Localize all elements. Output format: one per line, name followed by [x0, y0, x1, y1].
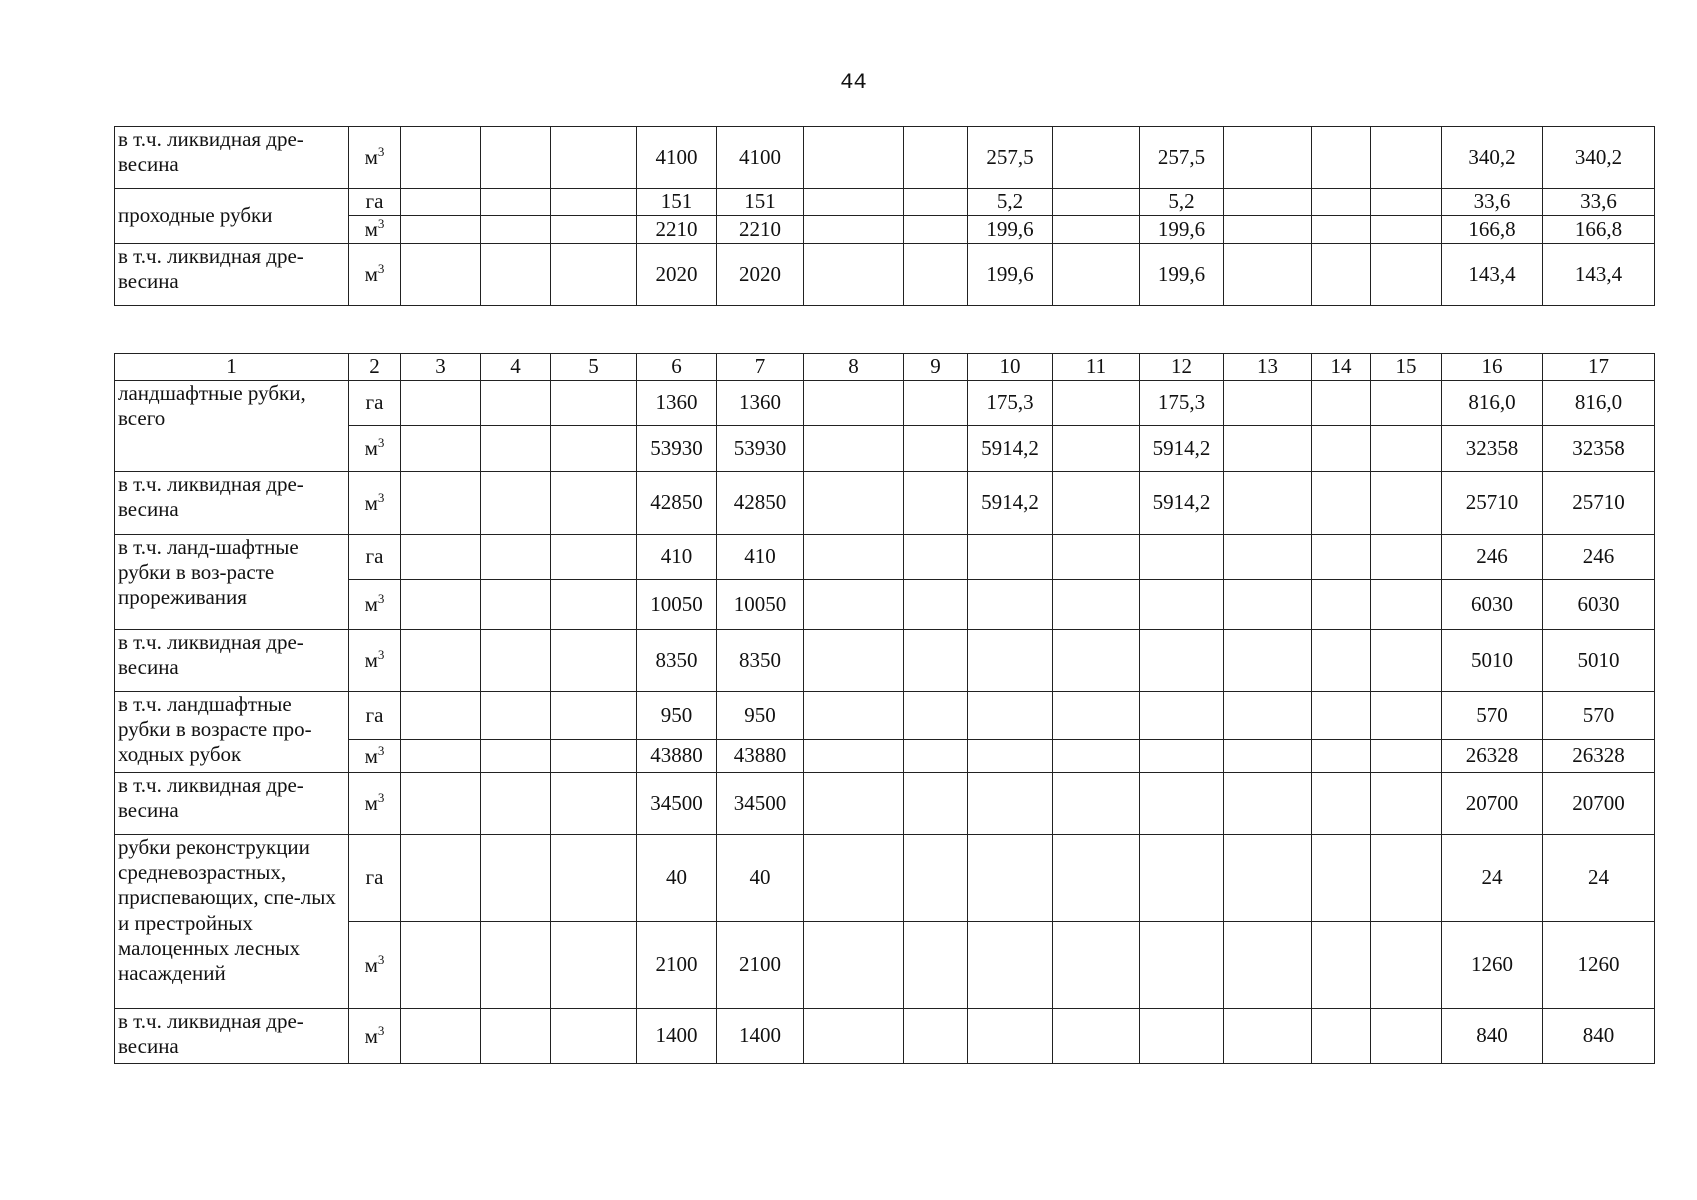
cell [401, 692, 481, 740]
cell [481, 740, 551, 773]
cell: 2100 [637, 922, 717, 1009]
table-row [115, 244, 1655, 306]
cell: 8350 [637, 630, 717, 692]
cell: 20700 [1442, 773, 1543, 835]
cell [1371, 127, 1442, 189]
cell [1053, 740, 1140, 773]
cell: 175,3 [1140, 381, 1224, 426]
cell [1053, 1009, 1140, 1064]
cell [1312, 216, 1371, 244]
cell [1312, 1009, 1371, 1064]
table-row [115, 127, 1655, 189]
cell [481, 692, 551, 740]
row-name: ландшафтные рубки, всего [115, 381, 349, 472]
cell: 10050 [717, 580, 804, 630]
cell [1140, 835, 1224, 922]
cell [551, 1009, 637, 1064]
table-row [115, 189, 1655, 216]
cell [1140, 740, 1224, 773]
cell [904, 244, 968, 306]
cell: 34500 [637, 773, 717, 835]
cell: 840 [1543, 1009, 1655, 1064]
cell: 199,6 [968, 244, 1053, 306]
column-number: 9 [904, 354, 968, 381]
cell [1224, 580, 1312, 630]
row-unit: га [349, 535, 401, 580]
cell [804, 630, 904, 692]
cell [904, 381, 968, 426]
cell: 26328 [1442, 740, 1543, 773]
cell [481, 630, 551, 692]
cell [1371, 216, 1442, 244]
cell: 5914,2 [1140, 426, 1224, 472]
cell: 4100 [637, 127, 717, 189]
cell [481, 535, 551, 580]
row-unit: $м^3$ [349, 580, 401, 630]
cell: 199,6 [968, 216, 1053, 244]
row-name: в т.ч. ландшафтные рубки в возрасте про-ходных рубок [115, 692, 349, 773]
row-name: в т.ч. ликвидная дре-весина [115, 1009, 349, 1064]
cell [1224, 535, 1312, 580]
cell [1312, 922, 1371, 1009]
cell: 6030 [1442, 580, 1543, 630]
cell: 199,6 [1140, 216, 1224, 244]
cell: 20700 [1543, 773, 1655, 835]
cell [1224, 922, 1312, 1009]
column-number: 3 [401, 354, 481, 381]
cell [968, 773, 1053, 835]
cell [551, 426, 637, 472]
column-number: 13 [1224, 354, 1312, 381]
cell [481, 773, 551, 835]
cell [1371, 426, 1442, 472]
row-unit: $м^3$ [349, 127, 401, 189]
cell [1371, 692, 1442, 740]
cell [481, 381, 551, 426]
column-number: 1 [115, 354, 349, 381]
cell [804, 216, 904, 244]
cell: 340,2 [1442, 127, 1543, 189]
cell [804, 127, 904, 189]
cell [401, 189, 481, 216]
row-unit: га [349, 381, 401, 426]
cell [804, 244, 904, 306]
cell: 26328 [1543, 740, 1655, 773]
cell [904, 1009, 968, 1064]
cell: 199,6 [1140, 244, 1224, 306]
row-name: рубки реконструкции средневозрастных, приспевающих, спе-лых и престройных малоценных лесных насаждений [115, 835, 349, 1009]
cell [1053, 426, 1140, 472]
cell [551, 216, 637, 244]
row-name: в т.ч. ликвидная дре-весина [115, 244, 349, 306]
cell: 2020 [717, 244, 804, 306]
cell [401, 740, 481, 773]
cell [1140, 630, 1224, 692]
table-row [115, 381, 1655, 426]
cell [804, 692, 904, 740]
header-row [115, 354, 1655, 381]
cell [1224, 835, 1312, 922]
cell: 1400 [637, 1009, 717, 1064]
cell [968, 740, 1053, 773]
cell [968, 630, 1053, 692]
cell [1312, 835, 1371, 922]
cell: 340,2 [1543, 127, 1655, 189]
cell [1053, 835, 1140, 922]
cell [1371, 773, 1442, 835]
cell [401, 922, 481, 1009]
cell [401, 580, 481, 630]
table-row [115, 692, 1655, 740]
cell [1312, 472, 1371, 535]
cell: 42850 [637, 472, 717, 535]
row-unit: га [349, 189, 401, 216]
cell [804, 426, 904, 472]
cell [551, 189, 637, 216]
column-number: 11 [1053, 354, 1140, 381]
table-row [115, 472, 1655, 535]
cell [1312, 426, 1371, 472]
cell [551, 692, 637, 740]
row-unit: $м^3$ [349, 244, 401, 306]
cell: 32358 [1543, 426, 1655, 472]
cell [904, 630, 968, 692]
top-table [114, 126, 1655, 306]
cell [804, 472, 904, 535]
cell [551, 922, 637, 1009]
cell: 5,2 [968, 189, 1053, 216]
cell: 1260 [1543, 922, 1655, 1009]
cell [551, 472, 637, 535]
cell: 950 [717, 692, 804, 740]
row-unit: $м^3$ [349, 216, 401, 244]
cell: 816,0 [1543, 381, 1655, 426]
row-unit: $м^3$ [349, 472, 401, 535]
cell: 2210 [637, 216, 717, 244]
cell [481, 426, 551, 472]
row-unit: $м^3$ [349, 740, 401, 773]
cell [1312, 630, 1371, 692]
cell [1371, 740, 1442, 773]
row-unit: га [349, 835, 401, 922]
cell: 5914,2 [1140, 472, 1224, 535]
cell [1312, 189, 1371, 216]
cell: 24 [1543, 835, 1655, 922]
cell: 24 [1442, 835, 1543, 922]
cell [1140, 692, 1224, 740]
cell [1053, 244, 1140, 306]
cell: 1400 [717, 1009, 804, 1064]
cell [551, 630, 637, 692]
cell: 1360 [637, 381, 717, 426]
cell [1371, 189, 1442, 216]
cell [481, 922, 551, 1009]
row-unit: $м^3$ [349, 630, 401, 692]
cell [1371, 381, 1442, 426]
cell [401, 216, 481, 244]
cell [401, 472, 481, 535]
main-table [114, 353, 1655, 1064]
column-number: 7 [717, 354, 804, 381]
cell [1224, 692, 1312, 740]
cell [1312, 127, 1371, 189]
cell [1140, 922, 1224, 1009]
column-number: 16 [1442, 354, 1543, 381]
cell [904, 835, 968, 922]
cell [968, 1009, 1053, 1064]
cell [1312, 381, 1371, 426]
cell: 143,4 [1442, 244, 1543, 306]
column-number: 8 [804, 354, 904, 381]
cell [904, 472, 968, 535]
row-unit: $м^3$ [349, 426, 401, 472]
cell: 1360 [717, 381, 804, 426]
cell: 42850 [717, 472, 804, 535]
cell [968, 835, 1053, 922]
cell: 570 [1442, 692, 1543, 740]
cell: 5010 [1442, 630, 1543, 692]
cell: 43880 [717, 740, 804, 773]
column-number: 12 [1140, 354, 1224, 381]
column-number: 6 [637, 354, 717, 381]
cell: 32358 [1442, 426, 1543, 472]
cell [1053, 472, 1140, 535]
column-number: 17 [1543, 354, 1655, 381]
cell [1224, 472, 1312, 535]
cell: 166,8 [1543, 216, 1655, 244]
column-number: 5 [551, 354, 637, 381]
cell [1140, 773, 1224, 835]
cell: 25710 [1442, 472, 1543, 535]
table-row [115, 535, 1655, 580]
cell [401, 1009, 481, 1064]
cell: 1260 [1442, 922, 1543, 1009]
cell [401, 381, 481, 426]
cell [1371, 535, 1442, 580]
cell [1312, 535, 1371, 580]
cell [1312, 740, 1371, 773]
row-name: в т.ч. ланд-шафтные рубки в воз-расте прореживания [115, 535, 349, 630]
cell [904, 740, 968, 773]
cell [804, 740, 904, 773]
cell: 33,6 [1442, 189, 1543, 216]
cell [904, 535, 968, 580]
row-name: в т.ч. ликвидная дре-весина [115, 773, 349, 835]
cell: 143,4 [1543, 244, 1655, 306]
cell: 410 [717, 535, 804, 580]
cell [1053, 535, 1140, 580]
cell [904, 127, 968, 189]
cell [1312, 580, 1371, 630]
cell [481, 835, 551, 922]
cell: 257,5 [1140, 127, 1224, 189]
cell: 166,8 [1442, 216, 1543, 244]
cell [968, 692, 1053, 740]
cell: 53930 [637, 426, 717, 472]
cell: 40 [637, 835, 717, 922]
cell [904, 426, 968, 472]
cell [1053, 580, 1140, 630]
cell: 840 [1442, 1009, 1543, 1064]
cell [1371, 580, 1442, 630]
cell [1053, 381, 1140, 426]
table-row [115, 835, 1655, 922]
cell [481, 244, 551, 306]
cell: 10050 [637, 580, 717, 630]
cell [804, 773, 904, 835]
row-unit: га [349, 692, 401, 740]
cell [401, 773, 481, 835]
table-row [115, 773, 1655, 835]
cell [804, 535, 904, 580]
cell [1224, 740, 1312, 773]
cell [481, 1009, 551, 1064]
cell [904, 922, 968, 1009]
cell [1371, 1009, 1442, 1064]
cell [1312, 692, 1371, 740]
cell [1224, 381, 1312, 426]
cell [1371, 922, 1442, 1009]
cell [804, 580, 904, 630]
cell [804, 381, 904, 426]
cell [1224, 189, 1312, 216]
cell: 34500 [717, 773, 804, 835]
cell: 246 [1543, 535, 1655, 580]
cell [968, 580, 1053, 630]
cell [904, 189, 968, 216]
cell [904, 580, 968, 630]
cell: 5914,2 [968, 472, 1053, 535]
cell [1371, 835, 1442, 922]
page-number: 44 [840, 70, 867, 95]
cell: 40 [717, 835, 804, 922]
cell: 25710 [1543, 472, 1655, 535]
row-unit: $м^3$ [349, 1009, 401, 1064]
cell [481, 127, 551, 189]
row-name: проходные рубки [115, 189, 349, 244]
cell [1224, 127, 1312, 189]
column-number: 10 [968, 354, 1053, 381]
row-name: в т.ч. ликвидная дре-весина [115, 630, 349, 692]
cell [1140, 535, 1224, 580]
cell [1312, 773, 1371, 835]
cell: 8350 [717, 630, 804, 692]
cell [551, 773, 637, 835]
cell [481, 189, 551, 216]
cell [1053, 189, 1140, 216]
cell [1371, 472, 1442, 535]
cell: 53930 [717, 426, 804, 472]
cell: 43880 [637, 740, 717, 773]
cell [1371, 630, 1442, 692]
cell: 33,6 [1543, 189, 1655, 216]
cell [1371, 244, 1442, 306]
cell [551, 535, 637, 580]
cell [551, 835, 637, 922]
cell [1053, 630, 1140, 692]
cell [804, 189, 904, 216]
cell: 2210 [717, 216, 804, 244]
cell [551, 127, 637, 189]
cell: 246 [1442, 535, 1543, 580]
cell [401, 244, 481, 306]
cell [904, 216, 968, 244]
row-unit: $м^3$ [349, 922, 401, 1009]
table-row [115, 1009, 1655, 1064]
cell: 816,0 [1442, 381, 1543, 426]
cell: 257,5 [968, 127, 1053, 189]
cell: 5010 [1543, 630, 1655, 692]
table-row [115, 630, 1655, 692]
cell [551, 580, 637, 630]
column-number: 4 [481, 354, 551, 381]
cell [1053, 922, 1140, 1009]
column-number: 2 [349, 354, 401, 381]
cell [401, 835, 481, 922]
cell [1053, 773, 1140, 835]
cell [968, 535, 1053, 580]
cell [551, 740, 637, 773]
cell [551, 244, 637, 306]
cell [1053, 692, 1140, 740]
cell [1224, 1009, 1312, 1064]
cell: 4100 [717, 127, 804, 189]
row-name: в т.ч. ликвидная дре-весина [115, 472, 349, 535]
cell [1053, 127, 1140, 189]
cell [481, 472, 551, 535]
cell [1224, 630, 1312, 692]
cell: 151 [637, 189, 717, 216]
cell [1224, 216, 1312, 244]
cell: 151 [717, 189, 804, 216]
cell [804, 922, 904, 1009]
cell [1140, 1009, 1224, 1064]
cell: 175,3 [968, 381, 1053, 426]
cell [1224, 244, 1312, 306]
cell [1224, 426, 1312, 472]
cell [401, 630, 481, 692]
cell [904, 773, 968, 835]
row-unit: $м^3$ [349, 773, 401, 835]
cell: 6030 [1543, 580, 1655, 630]
cell: 2100 [717, 922, 804, 1009]
cell [551, 381, 637, 426]
cell [804, 1009, 904, 1064]
cell [481, 580, 551, 630]
cell: 2020 [637, 244, 717, 306]
cell [904, 692, 968, 740]
cell [401, 426, 481, 472]
column-number: 15 [1371, 354, 1442, 381]
cell: 950 [637, 692, 717, 740]
cell [1140, 580, 1224, 630]
column-number: 14 [1312, 354, 1371, 381]
cell [401, 127, 481, 189]
cell [1312, 244, 1371, 306]
cell: 410 [637, 535, 717, 580]
cell: 5,2 [1140, 189, 1224, 216]
cell: 570 [1543, 692, 1655, 740]
cell [1053, 216, 1140, 244]
cell [401, 535, 481, 580]
cell [1224, 773, 1312, 835]
cell [481, 216, 551, 244]
row-name: в т.ч. ликвидная дре-весина [115, 127, 349, 189]
cell [968, 922, 1053, 1009]
cell [804, 835, 904, 922]
cell: 5914,2 [968, 426, 1053, 472]
